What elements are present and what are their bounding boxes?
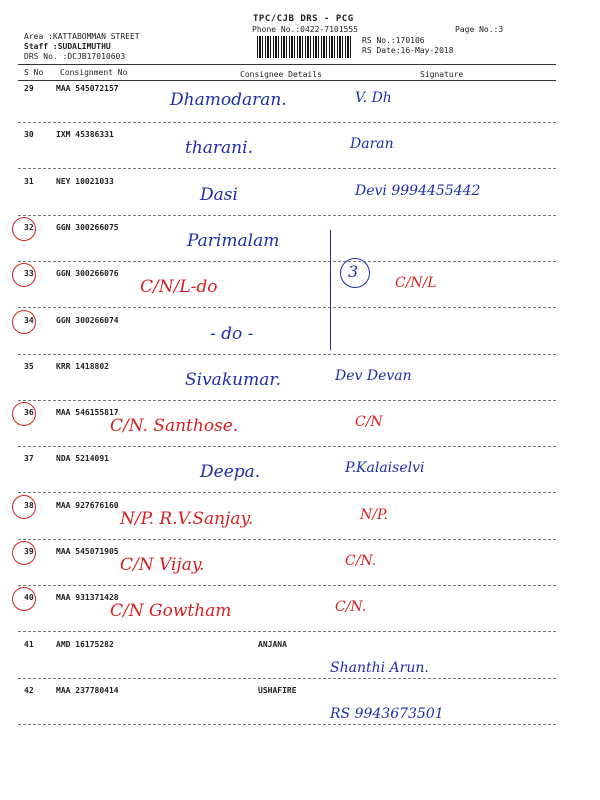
serial-number: 35 [24, 361, 34, 371]
header-rule-top [18, 64, 556, 65]
serial-number: 34 [24, 315, 34, 325]
consignment-number: KRR 1418802 [56, 361, 109, 371]
table-row [0, 177, 600, 223]
table-row [0, 640, 600, 686]
signature: C/N. [345, 553, 377, 569]
table-row [0, 84, 600, 130]
red-circle-mark [12, 263, 36, 287]
serial-number: 40 [24, 593, 34, 603]
consignee-handwritten: C/N. Santhose. [110, 416, 239, 437]
document-title: TPC/CJB DRS - PCG [253, 14, 354, 24]
serial-number: 33 [24, 269, 34, 279]
signature: Dev Devan [335, 367, 412, 384]
row-divider [18, 354, 556, 355]
serial-number: 30 [24, 130, 34, 140]
serial-number: 41 [24, 639, 34, 649]
signature: N/P. [360, 506, 388, 523]
serial-number: 31 [24, 176, 34, 186]
table-row [0, 593, 600, 639]
table-row [0, 547, 600, 593]
row-divider [18, 261, 556, 262]
red-circle-mark [12, 217, 36, 241]
consignee-handwritten: N/P. R.V.Sanjay. [120, 508, 254, 529]
signature: Shanthi Arun. [330, 659, 429, 676]
consignment-number: MAA 545071905 [56, 547, 119, 556]
row-divider [18, 122, 556, 123]
serial-number: 36 [24, 408, 34, 418]
column-consignee: Consignee Details [240, 70, 322, 79]
table-row [0, 501, 600, 547]
column-signature: Signature [420, 70, 464, 79]
red-circle-mark [12, 310, 36, 334]
table-row [0, 454, 600, 500]
row-divider [18, 400, 556, 401]
consignment-number: NDA 5214091 [56, 454, 109, 464]
signature: C/N [355, 414, 383, 431]
row-divider [18, 631, 556, 632]
consignee-handwritten: tharani. [185, 138, 253, 159]
row-divider [18, 446, 556, 447]
consignee-handwritten: C/N Vijay. [120, 555, 205, 575]
rs-date: RS Date:16-May-2018 [362, 46, 454, 55]
table-row [0, 686, 600, 732]
table-row [0, 408, 600, 454]
consignment-number: GGN 300266075 [56, 222, 119, 232]
signature: C/N. [335, 599, 367, 616]
serial-number: 32 [24, 222, 34, 232]
consignee-handwritten: Sivakumar. [185, 369, 281, 390]
consignee-printed: USHAFIRE [258, 685, 297, 695]
red-circle-mark [12, 402, 36, 426]
consignment-number: GGN 300266076 [56, 269, 119, 279]
row-divider [18, 215, 556, 216]
consignee-handwritten: Dhamodaran. [170, 90, 287, 110]
consignment-number: MAA 546155817 [56, 408, 119, 418]
signature: P.Kalaiselvi [345, 460, 425, 477]
column-consignment: Consignment No [60, 68, 128, 77]
rs-number: RS No.:170106 [362, 36, 425, 45]
table-row [0, 269, 600, 315]
consignment-number: AMD 16175282 [56, 639, 114, 649]
row-divider [18, 168, 556, 169]
serial-number: 29 [24, 84, 34, 93]
column-sno: S No [24, 68, 44, 77]
serial-number: 39 [24, 547, 34, 556]
staff-label: Staff :SUDALIMUTHU [24, 42, 111, 51]
consignment-number: GGN 300266074 [56, 315, 119, 325]
row-divider [18, 307, 556, 308]
consignment-number: NEY 10021033 [56, 176, 114, 186]
consignment-number: MAA 931371428 [56, 593, 119, 603]
row-divider [18, 724, 556, 725]
signature: Daran [350, 136, 394, 153]
signature: C/N/L [395, 275, 437, 292]
row-divider [18, 492, 556, 493]
serial-number: 37 [24, 454, 34, 464]
serial-number: 38 [24, 500, 34, 510]
barcode-image [257, 36, 352, 58]
red-circle-mark [12, 541, 36, 565]
consignee-handwritten: C/N/L-do [140, 277, 218, 298]
consignment-number: IXM 45386331 [56, 130, 114, 140]
red-circle-mark [12, 587, 36, 611]
consignee-handwritten: C/N Gowtham [110, 601, 232, 622]
bracket-mark [320, 230, 331, 350]
consignee-handwritten: - do - [210, 323, 254, 344]
consignee-handwritten: Parimalam [187, 230, 280, 251]
row-divider [18, 678, 556, 679]
page-number: Page No.:3 [455, 25, 504, 34]
drs-number: DRS No. :DCJB17010603 [24, 52, 126, 61]
header-rule-bottom [18, 80, 556, 81]
table-row [0, 130, 600, 176]
consignment-number: MAA 545072157 [56, 84, 119, 93]
consignment-number: MAA 927676160 [56, 500, 119, 510]
table-row [0, 362, 600, 408]
signature: Devi 9994455442 [355, 182, 481, 199]
area-label: Area :KATTABOMMAN STREET [24, 32, 140, 41]
consignee-handwritten: Deepa. [200, 462, 261, 483]
red-circle-mark [12, 495, 36, 519]
phone-number: Phone No.:0422-7101555 [252, 25, 358, 34]
signature: V. Dh [355, 90, 392, 106]
signature: RS 9943673501 [330, 705, 444, 722]
bracket-count: 3 [348, 262, 359, 281]
consignment-number: MAA 237780414 [56, 685, 119, 695]
row-divider [18, 585, 556, 586]
consignee-printed: ANJANA [258, 639, 287, 649]
serial-number: 42 [24, 685, 34, 695]
consignee-handwritten: Dasi [200, 184, 238, 205]
table-row [0, 316, 600, 362]
row-divider [18, 539, 556, 540]
table-row [0, 223, 600, 269]
